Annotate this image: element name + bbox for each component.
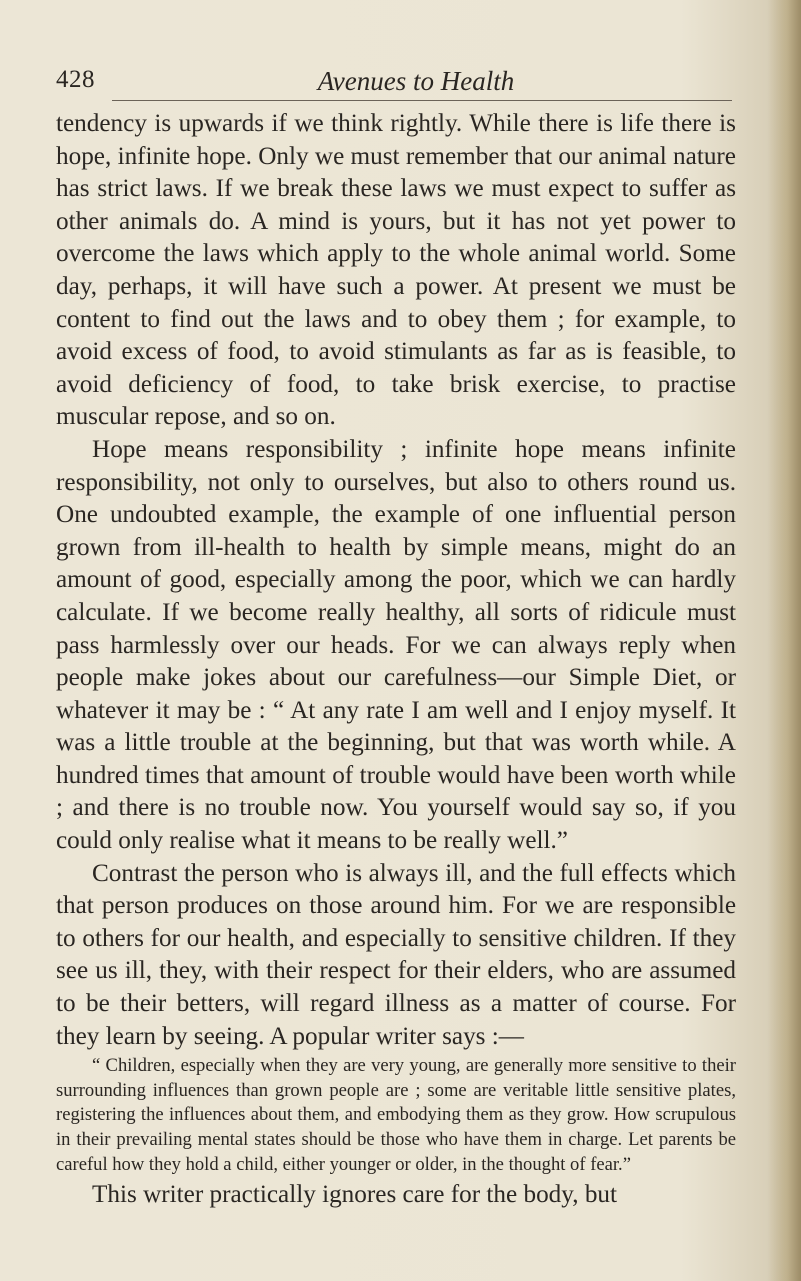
paragraph-3: Contrast the person who is always ill, and the full effects which that person produces on those around him. For we are responsible to others for our health, and especially to sensitive children. If they see us ill, they, with their respect for their elders, who are assumed to be their betters, will regard illness as a matter of course. For they learn by seeing. A popular writer says :— bbox=[56, 859, 736, 1050]
page-header bbox=[56, 66, 716, 100]
page-number: 428 bbox=[56, 66, 95, 93]
body-text bbox=[56, 108, 736, 1212]
paragraph-2: Hope means responsibility ; infinite hope means infinite responsibility, not only to ourselves, but also to others round us. One undoubted example, the example of one influential person grown from ill-health to health by simple means, might do an amount of good, especially among the poor, which we can hardly calculate. If we become really healthy, all sorts of ridicule must pass harmlessly over our heads. For we can always reply when people make jokes about our carefulness—our Simple Diet, or whatever it may be : “ At any rate I am well and I enjoy myself. It was a little trouble at the beginning, but that was worth while. A hundred times that amount of trouble would have been worth while ; and there is no trouble now. You yourself would say so, if you could only realise what it means to be really well.” bbox=[56, 435, 736, 855]
header-rule bbox=[112, 100, 732, 101]
block-quote: “ Children, especially when they are very young, are generally more sensitive to their surrounding influences than grown people are ; some are veritable little sensitive plates, registering the influences about them, and embodying them as they grow. How scrupulous in their prevailing mental states should be those who have them in charge. Let parents be careful how they hold a child, either younger or older, in the thought of fear.” bbox=[56, 1055, 736, 1175]
running-title: Avenues to Health bbox=[317, 66, 515, 96]
final-line: This writer practically ignores care for the body, but bbox=[92, 1181, 618, 1209]
paragraph-1: tendency is upwards if we think rightly. While there is life there is hope, infinite hope. Only we must remember that our animal nature has strict laws. If we break these laws we must expect to suffer as other animals do. A mind is yours, but it has not yet power to overcome the laws which apply to the whole animal world. Some day, perhaps, it will have such a power. At present we must be content to find out the laws and to obey them ; for example, to avoid excess of food, to avoid stimulants as far as is feasible, to avoid deficiency of food, to take brisk exercise, to practise muscular repose, and so on. bbox=[56, 110, 736, 431]
page-edge-shadow bbox=[767, 0, 801, 1281]
